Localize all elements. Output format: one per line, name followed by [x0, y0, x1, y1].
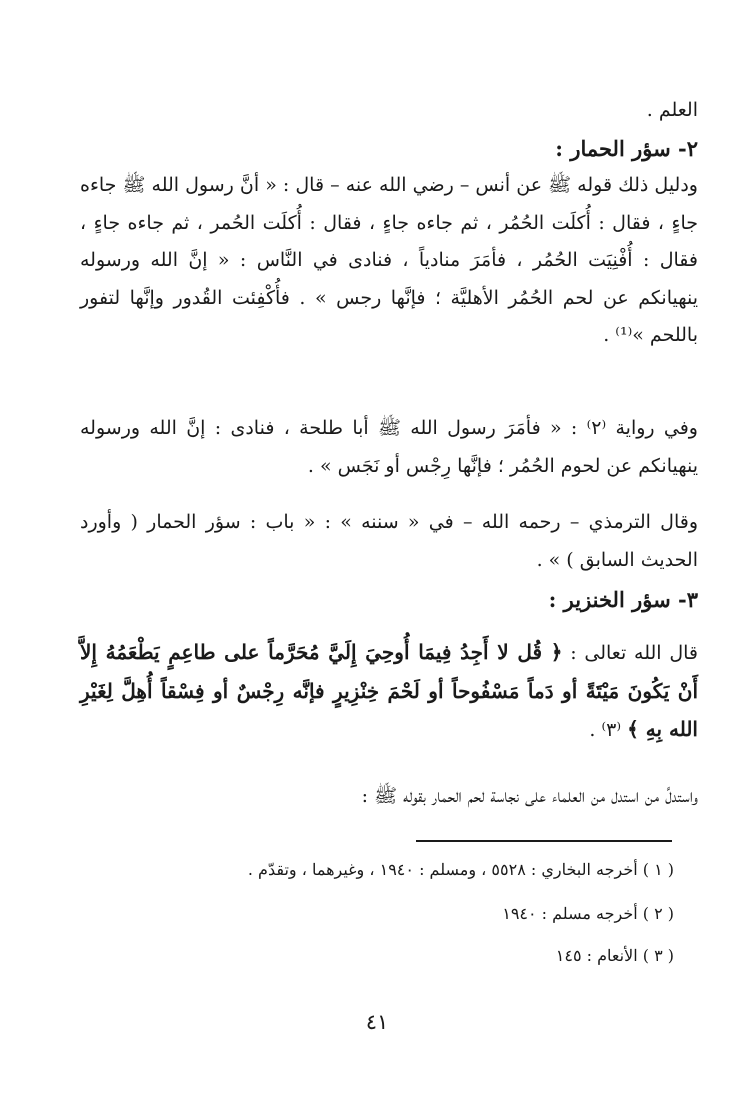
paragraph-donkey-hadith: ودليل ذلك قوله ﷺ عن أنس – رضي الله عنه – قال : « أنَّ رسول الله ﷺ جاءه جاءٍ ، فقال : أُكلَت الحُمُر ، ثم جاءه جاءٍ ، فقال : أُكلَت الحُمر ، ثم جاءه جاءٍ ، فقال : أُفْنِيَت الحُمُر ، فأمَرَ منادياً ، فنادى في النَّاس : « إنَّ الله ورسوله ينهيانكم عن لحم الحُمُر الأهليَّة ؛ فإنَّها رجس » . فأُكْفِئت القُدور وإنَّها لتفور باللحم »⁽¹⁾ . [80, 174, 698, 346]
main-text-2 [80, 410, 698, 485]
footnote-3: ( ٣ ) الأنعام : ١٤٥ [555, 946, 674, 965]
main-text-3 [80, 504, 698, 619]
heading-pig: ٣- سؤر الخنزير : [548, 587, 698, 612]
footnote-1: ( ١ ) أخرجه البخاري : ٥٥٢٨ ، ومسلم : ١٩٤٠ ، وغيرهما ، وتقدّم . [247, 860, 674, 879]
footnote-ref-3: ⁽٣⁾ . [589, 719, 622, 741]
page-number: ٤١ [365, 1010, 389, 1034]
paragraph-donkey-narration: وفي رواية ⁽٢⁾ : « فأمَرَ رسول الله ﷺ أبا طلحة ، فنادى : إنَّ الله ورسوله ينهيانكم عن لحوم الحُمُر ؛ فإنَّها رِجْس أو نَجَس » . [80, 417, 698, 477]
paragraph-tirmidhi: وقال الترمذي – رحمه الله – في « سننه » : « باب : سؤر الحمار ( وأورد الحديث السابق ) » . [80, 511, 698, 571]
heading-donkey: ٢- سؤر الحمار : [555, 135, 698, 161]
paragraph-pig-verse [80, 634, 698, 750]
main-text [80, 92, 698, 355]
main-text-5 [80, 778, 698, 816]
footnote-2: ( ٢ ) أخرجه مسلم : ١٩٤٠ [502, 904, 674, 923]
verse-lead: قال الله تعالى : [570, 642, 698, 664]
paragraph-scholars: واستدلَّ من استدل من العلماء على نجاسة لحم الحمار بقوله ﷺ : [361, 785, 698, 807]
footnote-divider [416, 840, 672, 842]
quran-verse: ﴿ قُل لا أَجِدُ فِيمَا أُوحِيَ إِلَيَّ مُحَرَّماً على طاعِمٍ يَطْعَمُهُ إِلاَّ أَنْ يَكُونَ مَيْتَةً أو دَماً مَسْفُوحاً أو لَحْمَ خِنْزِيرٍ فإنَّه رِجْسٌ أو فِسْقاً أُهِلَّ لِغَيْرِ الله بِهِ ﴾ [80, 640, 698, 741]
main-text-4 [80, 634, 698, 750]
paragraph-intro: العلم . [646, 99, 698, 121]
